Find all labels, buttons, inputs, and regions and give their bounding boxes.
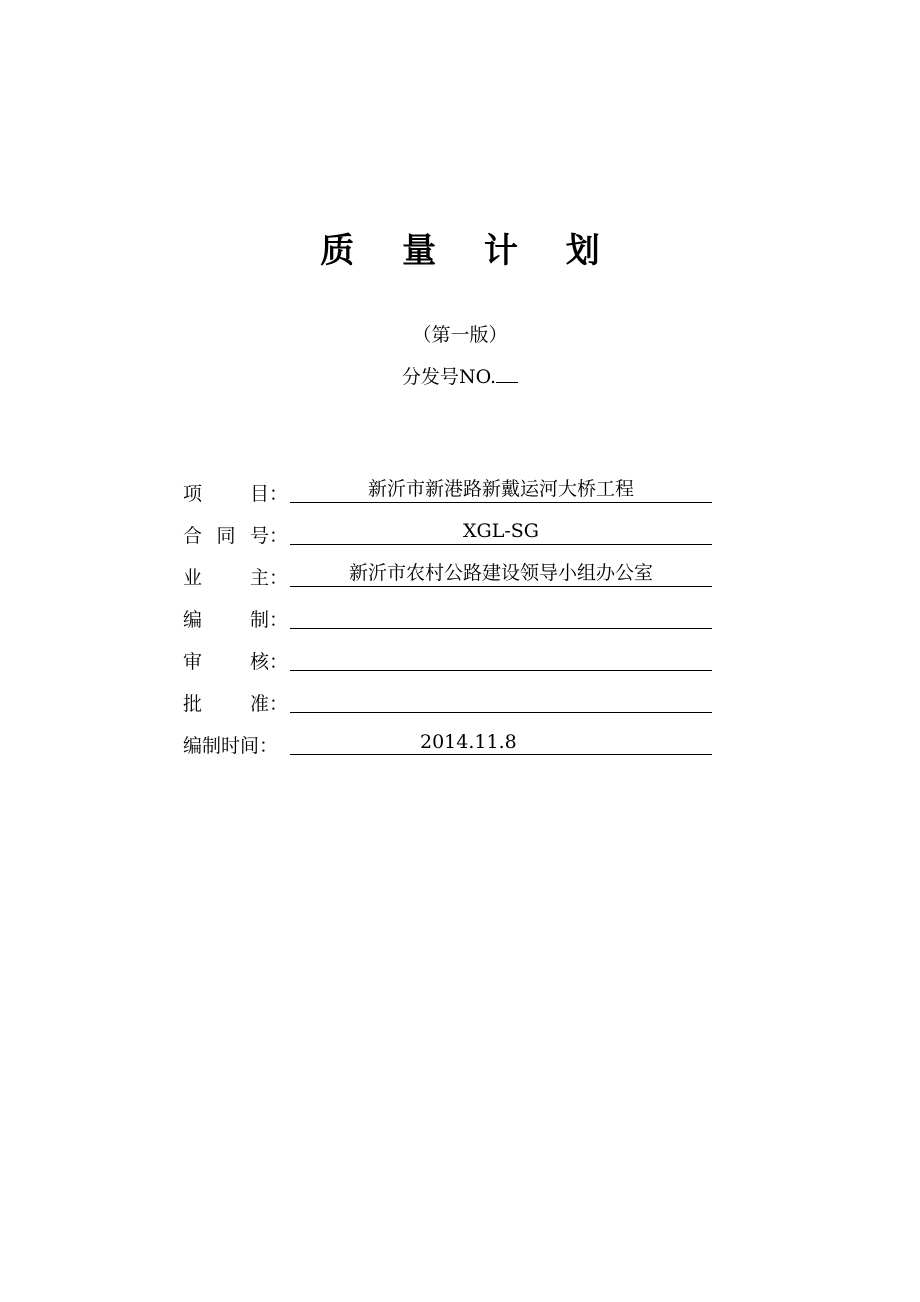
field-value-owner: 新沂市农村公路建设领导小组办公室: [290, 560, 712, 587]
field-value-contract-no: XGL-SG: [290, 518, 712, 545]
field-label: 审 核 ：: [183, 651, 288, 673]
field-owner: [183, 552, 723, 594]
field-label: 项 目 ：: [183, 483, 288, 505]
distribution-label: 分发号: [401, 366, 459, 388]
field-contract-no: [183, 510, 723, 552]
field-label: 批 准 ：: [183, 693, 288, 715]
field-label: 业 主 ：: [183, 567, 288, 589]
edition-label: （第一版）: [412, 324, 508, 346]
distribution-no: NO.: [458, 366, 497, 388]
field-value-project: 新沂市新港路新戴运河大桥工程: [290, 476, 712, 503]
field-label: 合 同 号 ：: [183, 525, 288, 547]
distribution-number: [0, 362, 920, 392]
field-approved-by: [183, 678, 723, 720]
field-value-prepared-date: 2014.11.8: [290, 729, 712, 755]
document-info-fields: [183, 468, 723, 762]
field-label: 编 制 ：: [183, 609, 288, 631]
field-prepared-by: [183, 594, 723, 636]
field-prepared-date: [183, 720, 723, 762]
field-value-reviewed-by[interactable]: [290, 644, 712, 671]
field-value-prepared-by[interactable]: [290, 602, 712, 629]
field-label: 编制时间 ：: [183, 735, 279, 757]
document-title: 质 量 计 划: [320, 231, 618, 271]
field-value-approved-by[interactable]: [290, 686, 712, 713]
field-project: [183, 468, 723, 510]
distribution-blank: [496, 362, 518, 383]
field-reviewed-by: [183, 636, 723, 678]
